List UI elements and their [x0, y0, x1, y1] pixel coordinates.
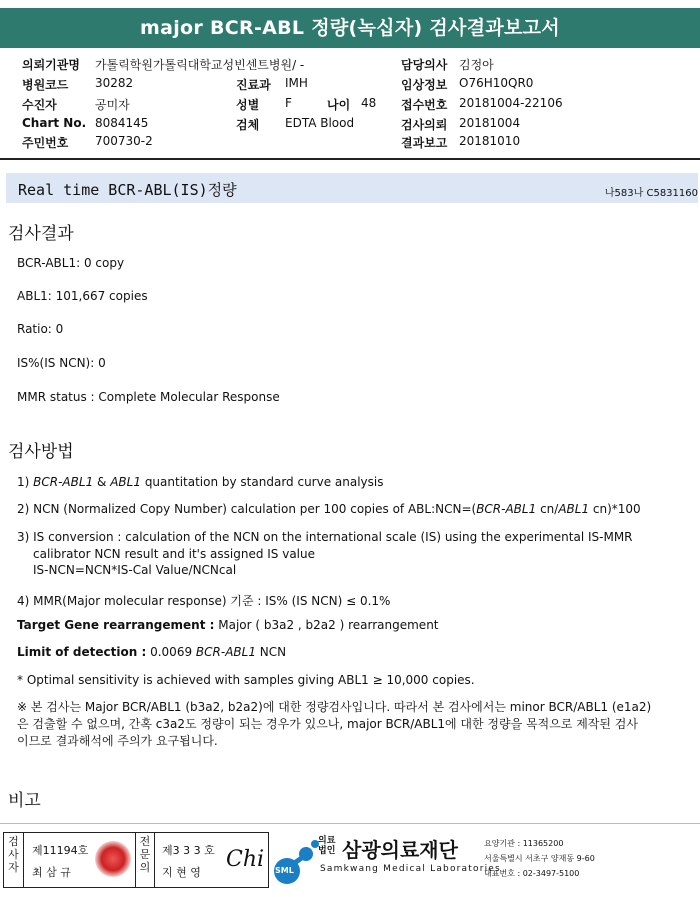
lod-gene: BCR-ABL1 — [195, 645, 256, 659]
hospital-code-value: 30282 — [95, 76, 134, 90]
chart-no-label: Chart No. — [22, 116, 87, 130]
report-title: major BCR-ABL 정량(녹십자) 검사결과보고서 — [0, 8, 700, 48]
notice-line-1: ※ 본 검사는 Major BCR/ABL1 (b3a2, b2a2)에 대한 정량검사입니다. 따라서 본 검사에서는 minor BCR/ABL1 (e1a2) — [17, 700, 652, 714]
method-1-prefix: 1) — [17, 475, 30, 489]
method-2-prefix: 2) NCN (Normalized Copy Number) calculation per 100 copies of ABL:NCN=( — [17, 502, 477, 516]
contact-line-2: 서울특별시 서초구 양재동 9-60 — [484, 854, 595, 863]
requested-label: 검사의뢰 — [401, 118, 448, 132]
sml-logo-icon — [273, 836, 321, 886]
method-item-1 — [17, 475, 384, 489]
reported-label: 결과보고 — [401, 136, 448, 150]
info-divider — [0, 158, 700, 160]
id-no-label: 주민번호 — [22, 136, 69, 150]
specialist-label: 전문의 — [135, 833, 155, 887]
method-2-gene-bcr-abl1: BCR-ABL1 — [476, 502, 537, 516]
notice-line-2: 은 검출할 수 없으며, 간혹 c3a2도 정량이 되는 경우가 있으나, major BCR/ABL1에 대한 정량을 목적으로 제작된 검사 — [17, 717, 638, 731]
contact-info — [484, 836, 595, 881]
contact-line-3: 대표번호 : 02-3497-5100 — [484, 869, 580, 878]
method-item-4: 4) MMR(Major molecular response) 기준 : IS% (IS NCN) ≤ 0.1% — [17, 594, 391, 608]
method-item-3-line-1: 3) IS conversion : calculation of the NCN on the international scale (IS) using the experimental IS-MMR — [17, 530, 633, 544]
contact-line-1: 요양기관 : 11365200 — [484, 839, 564, 848]
doctor-value: 김정아 — [459, 58, 494, 72]
patient-value: 공미자 — [95, 98, 130, 112]
lod-value: 0.0069 — [150, 645, 193, 659]
requesting-org-value: 가톨릭학원가톨릭대학교성빈센트병원/ - — [95, 58, 305, 72]
limit-of-detection-line — [17, 645, 286, 659]
target-gene-label: Target Gene rearrangement : — [17, 618, 215, 632]
receipt-no-label: 접수번호 — [401, 98, 448, 112]
sensitivity-note: * Optimal sensitivity is achieved with samples giving ABL1 ≥ 10,000 copies. — [17, 673, 475, 687]
method-item-2 — [17, 502, 641, 516]
foundation-english: Samkwang Medical Laboratories — [320, 864, 501, 874]
specimen-value: EDTA Blood — [285, 116, 355, 130]
clinical-info-value: O76H10QR0 — [459, 76, 534, 90]
specialist-name: 지 현 영 — [162, 866, 201, 879]
target-gene-value: Major ( b3a2 , b2a2 ) rearrangement — [218, 618, 439, 632]
examiner-seal-icon — [95, 841, 131, 877]
doctor-label: 담당의사 — [401, 58, 448, 72]
specialist-license: 제3 3 3 호 — [162, 844, 215, 857]
method-1-gene-abl1: ABL1 — [110, 475, 141, 489]
notice-paragraph — [17, 699, 691, 750]
method-1-amp: & — [97, 475, 107, 489]
examiner-license: 제11194호 — [32, 844, 89, 857]
section-code: 나583나 C5831160 — [604, 188, 698, 199]
examiner-label: 검사자 — [4, 833, 24, 887]
foundation-legal: 의료법인 — [318, 836, 336, 856]
method-heading: 검사방법 — [8, 442, 74, 462]
lod-unit: NCN — [259, 645, 287, 659]
lod-label: Limit of detection : — [17, 645, 147, 659]
method-1-rest: quantitation by standard curve analysis — [144, 475, 384, 489]
result-abl1: ABL1: 101,667 copies — [17, 289, 148, 303]
id-no-value: 700730-2 — [95, 134, 153, 148]
results-heading: 검사결과 — [8, 224, 74, 244]
requested-value: 20181004 — [459, 116, 521, 130]
chart-no-value: 8084145 — [95, 116, 149, 130]
remarks-heading: 비고 — [8, 791, 41, 811]
section-title: Real time BCR-ABL(IS)정량 — [18, 181, 237, 199]
specimen-label: 검체 — [236, 118, 260, 132]
signature-box — [3, 832, 269, 888]
age-value: 48 — [361, 96, 377, 110]
method-2-end: cn)*100 — [592, 502, 641, 516]
sml-logo-text: SML — [275, 866, 294, 875]
sex-label: 성별 — [236, 98, 260, 112]
method-2-mid: cn/ — [540, 502, 559, 516]
method-item-3-line-2: calibrator NCN result and it's assigned IS value — [33, 547, 315, 561]
receipt-no-value: 20181004-22106 — [459, 96, 563, 110]
specialist-signature: Chi — [226, 847, 265, 872]
clinical-info-label: 임상정보 — [401, 78, 448, 92]
result-is-percent: IS%(IS NCN): 0 — [17, 356, 106, 370]
hospital-code-label: 병원코드 — [22, 78, 69, 92]
department-value: IMH — [285, 76, 308, 90]
reported-value: 20181010 — [459, 134, 521, 148]
age-label: 나이 — [327, 98, 351, 112]
department-label: 진료과 — [236, 78, 271, 92]
result-bcr-abl1: BCR-ABL1: 0 copy — [17, 256, 125, 270]
sex-value: F — [285, 96, 292, 110]
foundation-name: 삼광의료재단 — [342, 838, 458, 862]
result-mmr-status: MMR status : Complete Molecular Response — [17, 390, 280, 404]
requesting-org-label: 의뢰기관명 — [22, 58, 80, 72]
notice-line-3: 이므로 결과해석에 주의가 요구됩니다. — [17, 734, 218, 748]
examiner-name: 최 삼 규 — [32, 866, 71, 879]
target-gene-line — [17, 618, 439, 632]
result-ratio: Ratio: 0 — [17, 322, 64, 336]
method-1-gene-bcr-abl1: BCR-ABL1 — [33, 475, 94, 489]
method-item-3-line-3: IS-NCN=NCN*IS-Cal Value/NCNcal — [33, 563, 237, 577]
method-2-gene-abl1: ABL1 — [558, 502, 590, 516]
footer-divider — [0, 823, 700, 824]
patient-label: 수진자 — [22, 98, 57, 112]
